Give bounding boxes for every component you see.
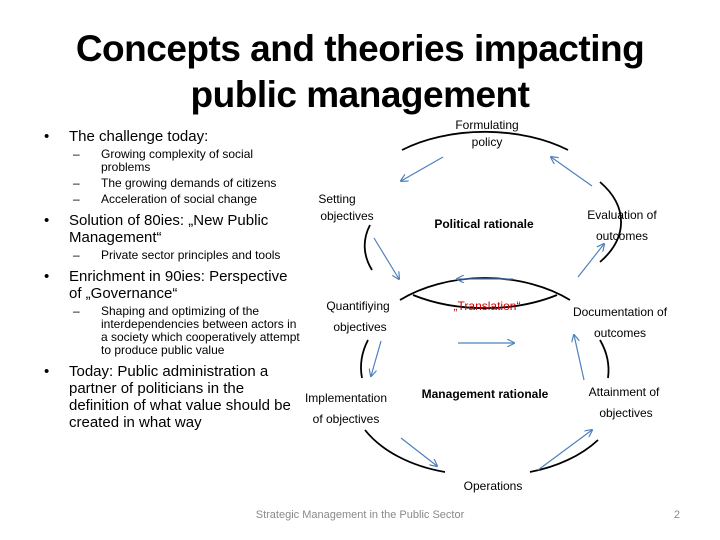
management-cycle-arc-top bbox=[400, 278, 570, 300]
node-formulating-policy-line-1: Formulating bbox=[455, 118, 519, 132]
slide-title-line-1: Concepts and theories impacting bbox=[75, 28, 645, 69]
management-rationale-label: Management rationale bbox=[421, 387, 549, 401]
node-formulating-policy-line-2: policy bbox=[471, 135, 503, 149]
political-cycle-arc-left bbox=[365, 225, 372, 270]
node-evaluation-of-outcomes-line-2: outcomes bbox=[595, 229, 649, 243]
bullet-text: The challenge today: bbox=[69, 128, 209, 145]
political-cycle-arc-right bbox=[600, 182, 621, 262]
node-implementation-of-objectives-line-1: Implementation bbox=[304, 391, 388, 405]
arrow-operations-to-attainment bbox=[538, 430, 592, 470]
sub-bullet-item: – Shaping and optimizing of the interdependencies between actors in a society which cooperatively attempt to produce public value bbox=[69, 305, 304, 357]
management-cycle-arc-right-upper bbox=[600, 340, 609, 378]
slide-footer: Strategic Management in the Public Sector bbox=[255, 509, 465, 521]
sub-bullet-item: – Growing complexity of social problems bbox=[69, 148, 304, 174]
node-evaluation-of-outcomes-line-1: Evaluation of bbox=[587, 208, 657, 222]
bullet-text: Enrichment in 90ies: Perspective of „Governance“ bbox=[69, 268, 288, 302]
management-cycle-arc-left-lower bbox=[365, 430, 445, 472]
arrow-attainment-to-documentation bbox=[574, 335, 584, 380]
node-attainment-of-objectives-line-2: objectives bbox=[599, 406, 653, 420]
sub-bullet-item: – Private sector principles and tools bbox=[69, 249, 304, 262]
translation-label: „Translation“ bbox=[453, 299, 521, 313]
arrow-implementation-to-operations bbox=[401, 438, 437, 466]
node-setting-objectives-line-2: objectives bbox=[320, 209, 374, 223]
node-quantifying-objectives-line-2: objectives bbox=[333, 320, 387, 334]
node-setting-objectives-line-1: Setting bbox=[318, 192, 356, 206]
page-number: 2 bbox=[673, 509, 680, 521]
node-attainment-of-objectives-line-1: Attainment of bbox=[588, 385, 660, 399]
node-documentation-of-outcomes-line-1: Documentation of bbox=[572, 305, 668, 319]
sub-bullet-item: – The growing demands of citizens bbox=[69, 177, 304, 190]
node-documentation-of-outcomes-line-2: outcomes bbox=[593, 326, 647, 340]
arrow-quantifying-to-implementation bbox=[371, 341, 381, 376]
sub-bullet-item: – Acceleration of social change bbox=[69, 193, 304, 206]
management-cycle-arc-right-lower bbox=[530, 440, 598, 472]
slide-title-line-2: public management bbox=[190, 74, 530, 115]
bullet-text: Solution of 80ies: „New Public Management“ bbox=[69, 212, 269, 246]
arrow-setting-to-quantifying bbox=[374, 238, 399, 279]
node-implementation-of-objectives-line-2: of objectives bbox=[312, 412, 380, 426]
bullet-text: Today: Public administration a partner of politicians in the definition of what value should be created in what way bbox=[69, 363, 291, 431]
arrow-policy-to-setting bbox=[401, 157, 443, 181]
node-quantifying-objectives-line-1: Quantifiying bbox=[326, 299, 390, 313]
arrow-documentation-to-evaluation bbox=[578, 244, 604, 277]
management-cycle-arc-left-upper bbox=[361, 340, 368, 378]
arrow-evaluation-to-policy bbox=[551, 157, 592, 186]
flow-arrows bbox=[371, 157, 604, 470]
political-rationale-label: Political rationale bbox=[434, 217, 534, 231]
node-operations: Operations bbox=[463, 479, 523, 493]
